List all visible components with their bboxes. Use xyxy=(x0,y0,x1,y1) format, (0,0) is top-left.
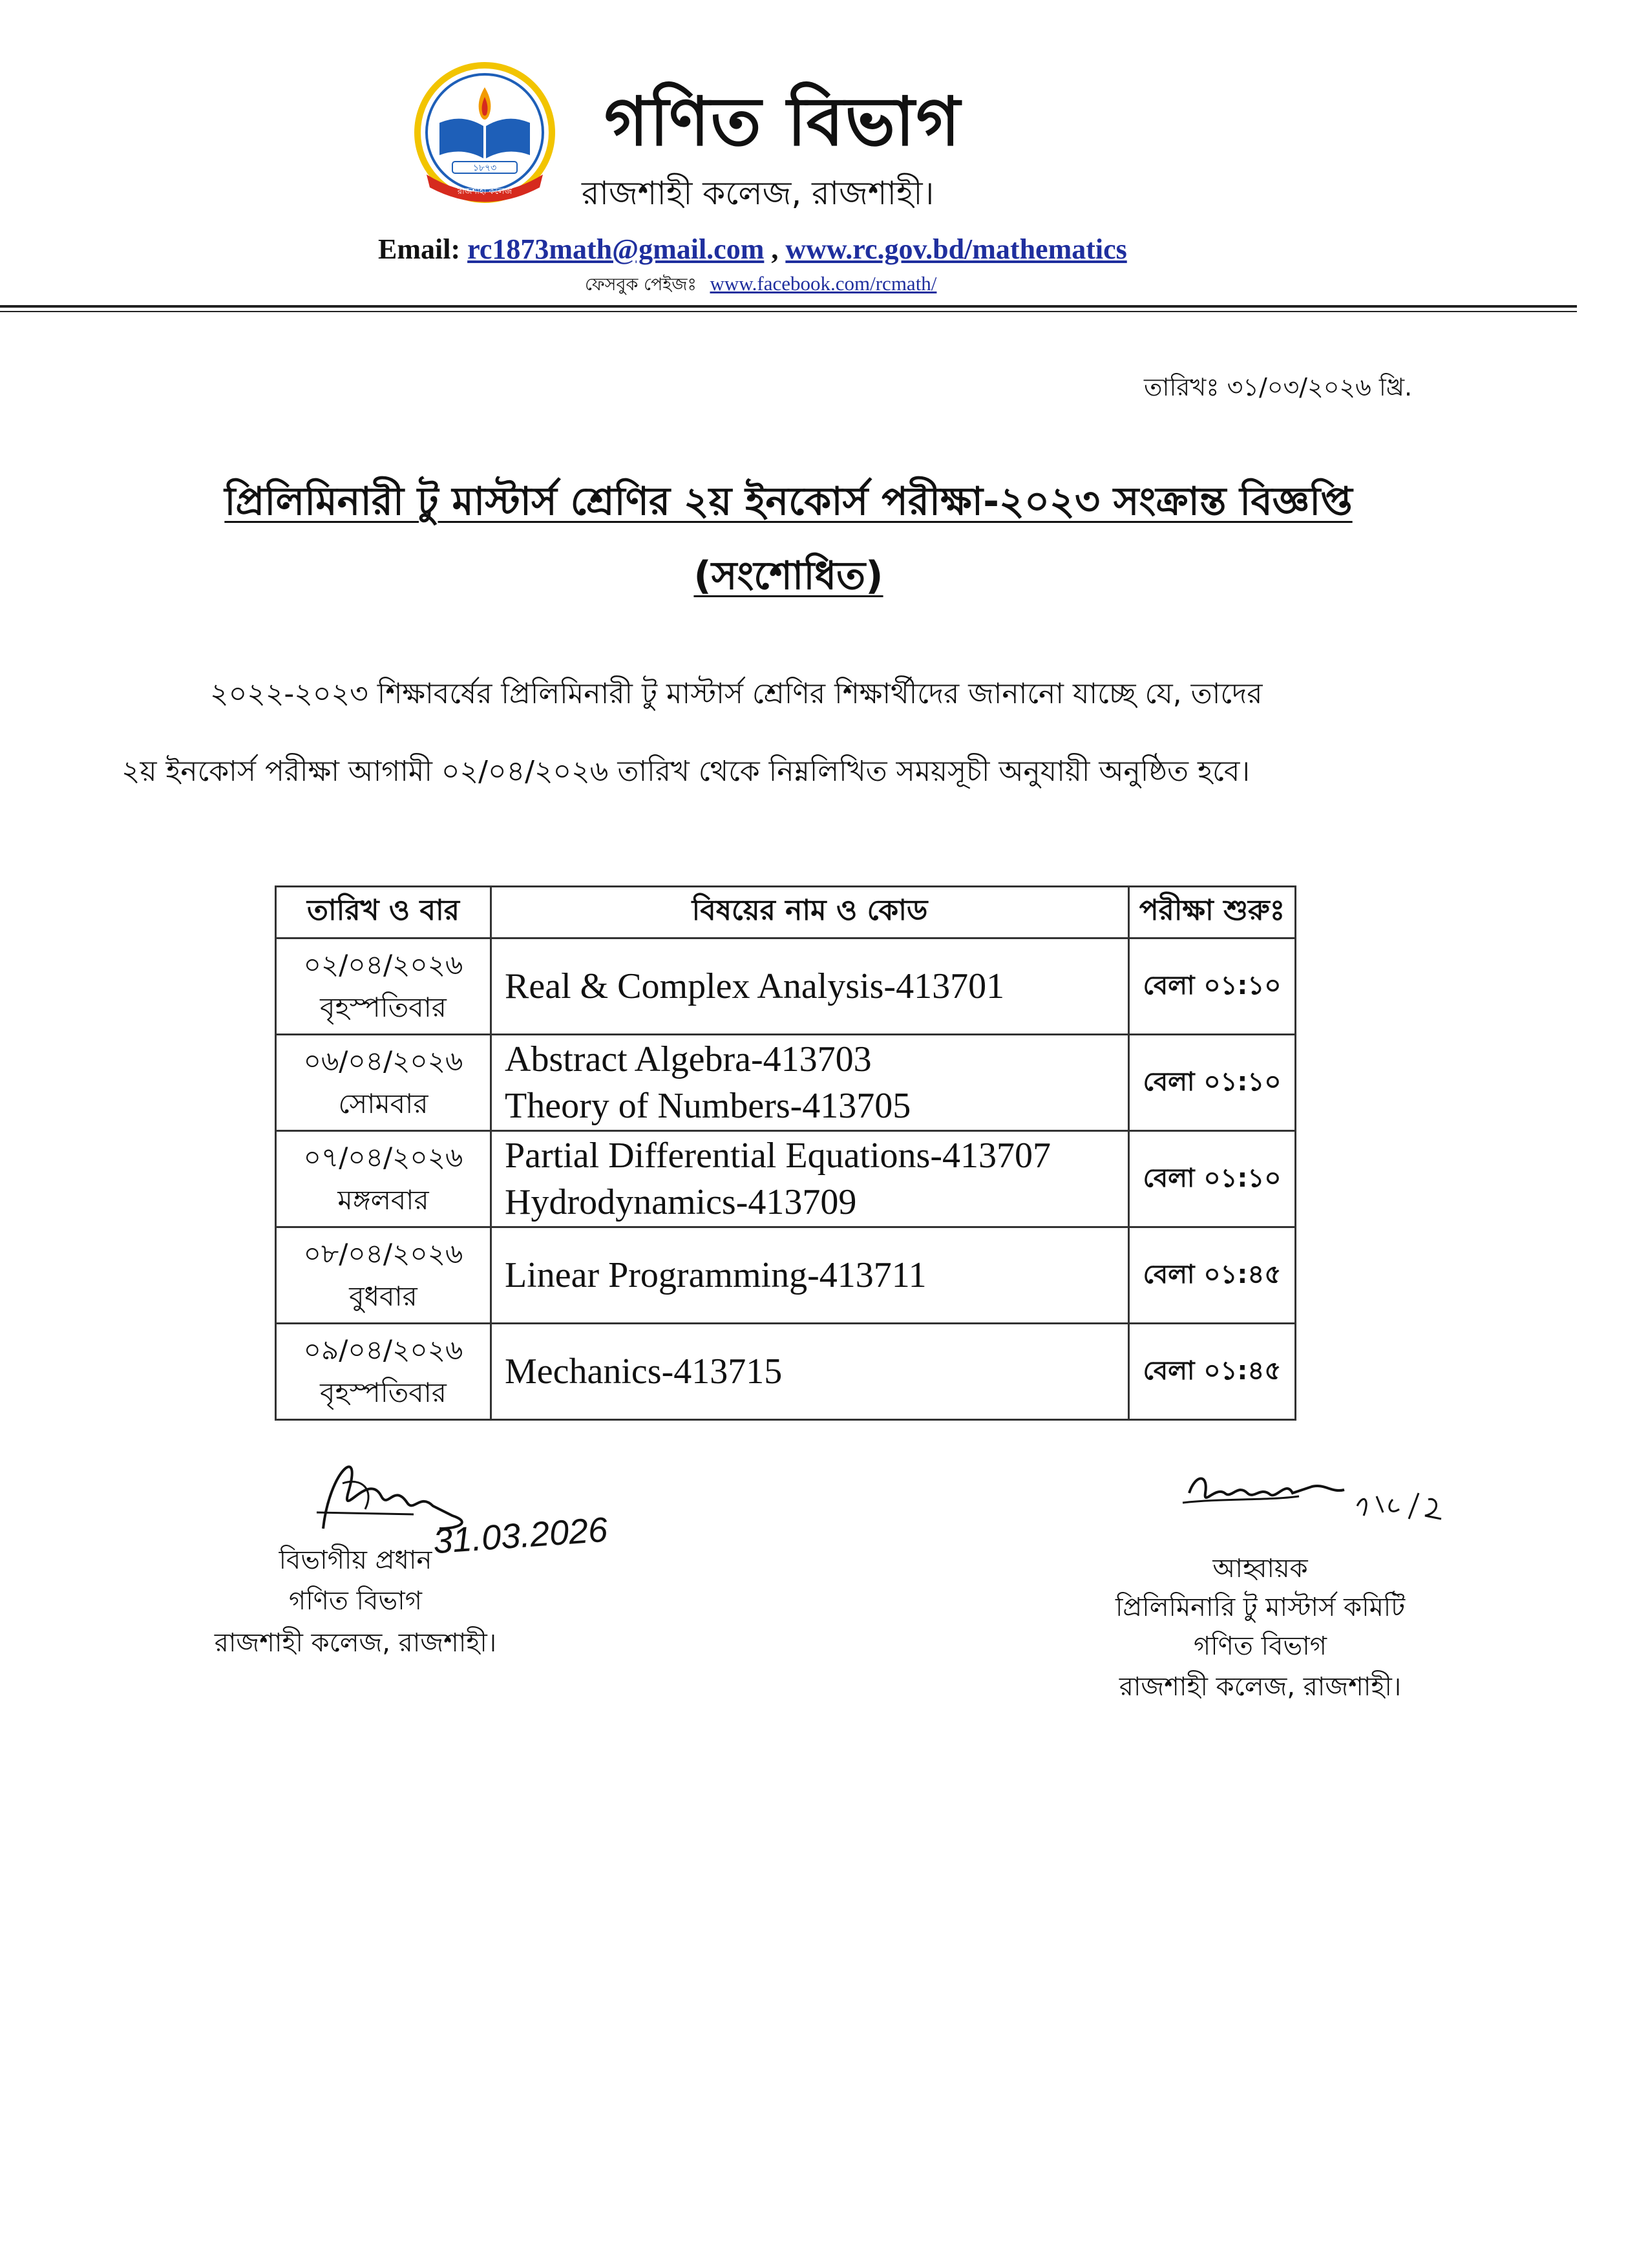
notice-subtitle: (সংশোধিত) xyxy=(693,553,883,599)
table-header-row xyxy=(276,887,1296,938)
table-row xyxy=(276,1131,1296,1227)
subject-name: Hydrodynamics-413709 xyxy=(505,1182,857,1222)
start-time: বেলা ০১:৪৫ xyxy=(1129,1227,1296,1324)
signatory-title-left: বিভাগীয় প্রধান xyxy=(279,1545,432,1575)
subject-cell xyxy=(491,938,1129,1035)
notice-title: প্রিলিমিনারী টু মাস্টার্স শ্রেণির ২য় ইনকোর্স পরীক্ষা-২০২৩ সংক্রান্ত বিজ্ঞপ্তি xyxy=(224,479,1353,524)
signature-date-left: 31.03.2026 xyxy=(432,1510,609,1562)
subject-cell xyxy=(491,1324,1129,1420)
college-logo xyxy=(414,61,556,207)
exam-day: সোমবার xyxy=(338,1088,428,1119)
exam-day: বুধবার xyxy=(349,1280,417,1312)
exam-date: ০৭/০৪/২০২৬ xyxy=(303,1141,463,1173)
subject-cell xyxy=(491,1227,1129,1324)
notice-body-line-1: ২০২২-২০২৩ শিক্ষাবর্ষের প্রিলিমিনারী টু মাস্টার্স শ্রেণির শিক্ষার্থীদের জানানো যাচ্ছে যে, তাদের xyxy=(210,677,1263,710)
website-link[interactable]: www.rc.gov.bd/mathematics xyxy=(785,233,1127,265)
header-date-day: তারিখ ও বার xyxy=(276,887,491,938)
header-rule-top xyxy=(0,305,1577,308)
date-cell xyxy=(276,1131,491,1227)
signatory-department-right: গণিত বিভাগ xyxy=(1194,1631,1327,1661)
email-link[interactable]: rc1873math@gmail.com xyxy=(467,233,765,265)
subject-name: Partial Differential Equations-413707 xyxy=(505,1136,1051,1176)
start-time: বেলা ০১:১০ xyxy=(1129,1131,1296,1227)
notice-body-line-2: ২য় ইনকোর্স পরীক্ষা আগামী ০২/০৪/২০২৬ তারিখ থেকে নিম্নলিখিত সময়সূচী অনুযায়ী অনুষ্ঠিত হবে। xyxy=(121,755,1251,788)
exam-date: ০২/০৪/২০২৬ xyxy=(303,949,463,980)
header-start-time: পরীক্ষা শুরুঃ xyxy=(1129,887,1296,938)
subject-cell xyxy=(491,1035,1129,1131)
date-cell xyxy=(276,1035,491,1131)
exam-date: ০৮/০৪/২০২৬ xyxy=(303,1238,463,1269)
table-row xyxy=(276,1227,1296,1324)
exam-date: ০৯/০৪/২০২৬ xyxy=(303,1334,463,1366)
email-label: Email: xyxy=(378,233,461,265)
facebook-line xyxy=(585,271,936,301)
signatory-college-left: রাজশাহী কলেজ, রাজশাহী। xyxy=(214,1628,497,1658)
facebook-label: ফেসবুক পেইজঃ xyxy=(585,275,697,295)
signatory-title-right: আহ্বায়ক xyxy=(1212,1554,1308,1584)
exam-day: বৃহস্পতিবার xyxy=(320,991,447,1023)
table-row xyxy=(276,1035,1296,1131)
subject-name: Real & Complex Analysis-413701 xyxy=(505,966,1005,1006)
signatory-department-left: গণিত বিভাগ xyxy=(289,1586,422,1616)
college-name: রাজশাহী কলেজ, রাজশাহী। xyxy=(582,175,935,212)
subject-name: Mechanics-413715 xyxy=(505,1351,783,1392)
date-cell xyxy=(276,938,491,1035)
exam-day: মঙ্গলবার xyxy=(337,1184,429,1216)
header-rule-bottom xyxy=(0,311,1577,312)
signature-convener xyxy=(1163,1448,1474,1545)
date-cell xyxy=(276,1324,491,1420)
subject-cell xyxy=(491,1131,1129,1227)
svg-text:১৮৭৩: ১৮৭৩ xyxy=(472,163,497,173)
signatory-committee-right: প্রিলিমিনারি টু মাস্টার্স কমিটি xyxy=(1115,1593,1406,1622)
exam-day: বৃহস্পতিবার xyxy=(320,1377,447,1408)
date-cell xyxy=(276,1227,491,1324)
subject-name: Theory of Numbers-413705 xyxy=(505,1086,911,1126)
svg-text:রাজশাহী কলেজ: রাজশাহী কলেজ xyxy=(457,187,512,196)
start-time: বেলা ০১:১০ xyxy=(1129,1035,1296,1131)
notice-date: তারিখঃ ৩১/০৩/২০২৬ খ্রি. xyxy=(1144,373,1413,401)
subject-name: Linear Programming-413711 xyxy=(505,1255,927,1295)
signatory-college-right: রাজশাহী কলেজ, রাজশাহী। xyxy=(1119,1672,1402,1702)
subject-name: Abstract Algebra-413703 xyxy=(505,1039,872,1079)
header-subject: বিষয়ের নাম ও কোড xyxy=(491,887,1129,938)
table-row xyxy=(276,1324,1296,1420)
department-title: গণিত বিভাগ xyxy=(604,82,962,161)
table-row xyxy=(276,938,1296,1035)
facebook-link[interactable]: www.facebook.com/rcmath/ xyxy=(710,272,937,295)
exam-schedule-table xyxy=(275,885,1296,1421)
exam-date: ০৬/০৪/২০২৬ xyxy=(303,1045,463,1077)
contact-separator: , xyxy=(771,233,779,265)
start-time: বেলা ০১:১০ xyxy=(1129,938,1296,1035)
contact-line xyxy=(378,233,1127,266)
start-time: বেলা ০১:৪৫ xyxy=(1129,1324,1296,1420)
